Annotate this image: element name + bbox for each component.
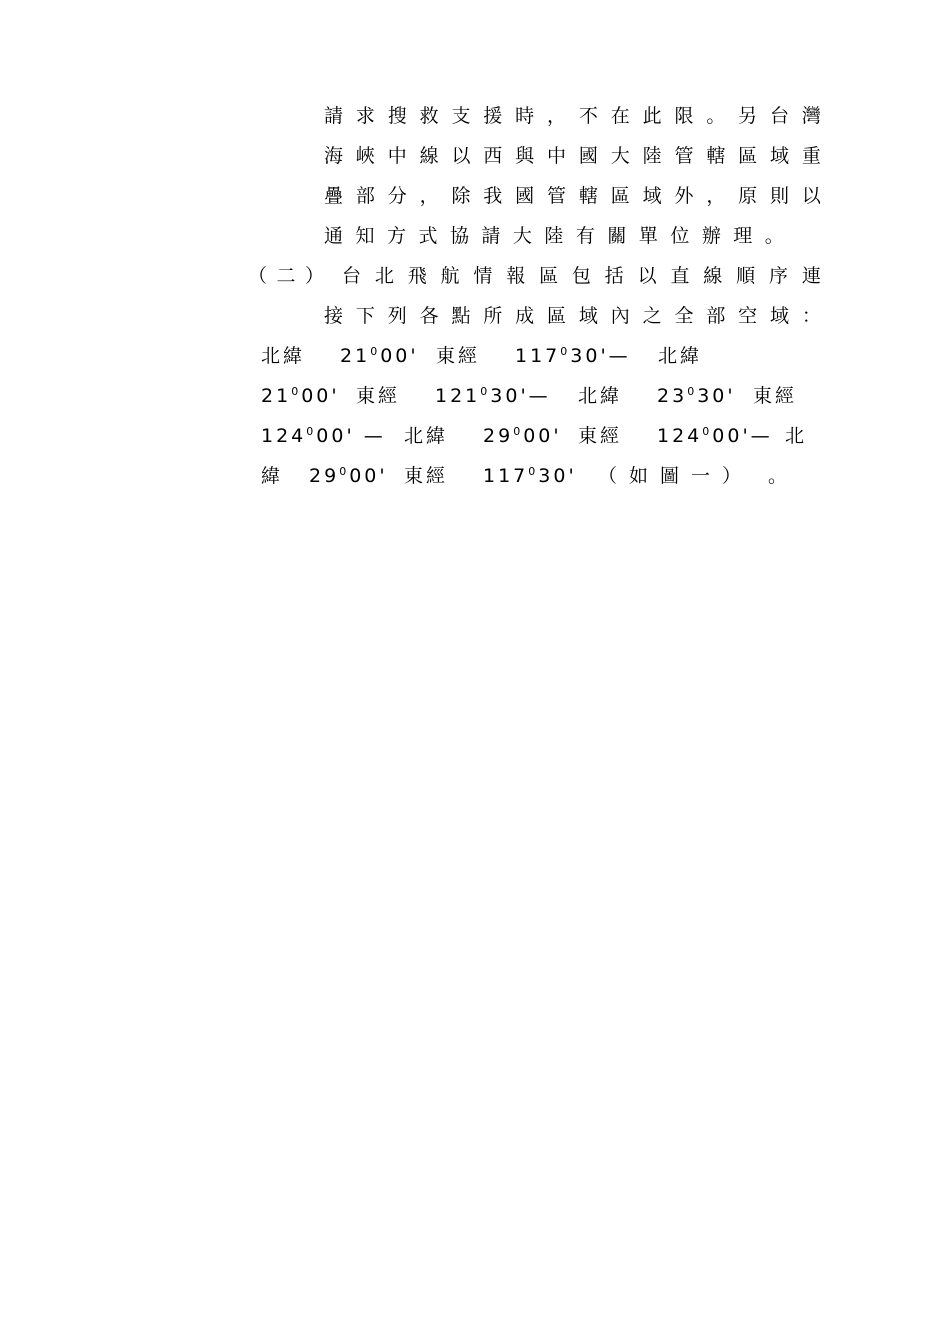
latitude-label: 北緯 — [658, 345, 703, 367]
text-character: 順 — [736, 265, 756, 287]
text-character: 列 — [387, 305, 407, 327]
paragraph-line — [324, 143, 821, 169]
text-character: 全 — [674, 305, 694, 327]
text-character: 接 — [324, 305, 344, 327]
list-item-line — [324, 303, 821, 329]
text-character: 台 — [342, 265, 362, 287]
text-character: 以 — [801, 185, 821, 207]
text-character: 線 — [703, 265, 723, 287]
list-item-marker — [248, 263, 324, 289]
latitude-label: 北緯 — [578, 385, 623, 407]
text-character: 之 — [642, 305, 662, 327]
text-character: ： — [801, 305, 821, 327]
text-character: 台 — [770, 105, 790, 127]
sentence-period: 。 — [768, 465, 791, 487]
text-character: 外 — [674, 185, 694, 207]
text-character: 轄 — [578, 185, 598, 207]
text-character: 大 — [512, 225, 532, 247]
text-character: 序 — [768, 265, 788, 287]
text-character: 支 — [451, 105, 471, 127]
text-character: 搜 — [387, 105, 407, 127]
text-character: 不 — [578, 105, 598, 127]
latitude-label: 緯 — [261, 465, 284, 487]
longitude-label: 東經 — [404, 465, 449, 487]
longitude-value: $117^030'—$ — [515, 345, 631, 367]
text-character: 報 — [506, 265, 526, 287]
text-character: 國 — [578, 145, 598, 167]
text-character: 直 — [670, 265, 690, 287]
text-character: 管 — [547, 185, 567, 207]
text-character: 灣 — [801, 105, 821, 127]
text-character: 另 — [738, 105, 758, 127]
longitude-value: $124^000'—$ — [657, 425, 773, 447]
longitude-value: $124^000'$ — — [261, 425, 386, 447]
text-character: 與 — [515, 145, 535, 167]
latitude-label: 北 — [785, 425, 808, 447]
coordinate-line — [0, 383, 950, 409]
text-character: 知 — [355, 225, 375, 247]
text-character: 此 — [642, 105, 662, 127]
longitude-label: 東經 — [753, 385, 798, 407]
figure-reference: （如圖一） — [598, 465, 754, 487]
text-character: 國 — [515, 185, 535, 207]
text-character: 各 — [419, 305, 439, 327]
text-character: 域 — [642, 185, 662, 207]
text-character: 方 — [386, 225, 406, 247]
text-character: 協 — [449, 225, 469, 247]
text-character: 區 — [610, 185, 630, 207]
text-character: 區 — [547, 305, 567, 327]
text-character: 原 — [738, 185, 758, 207]
text-character: 我 — [483, 185, 503, 207]
text-character: 分 — [387, 185, 407, 207]
text-character: 式 — [418, 225, 438, 247]
text-character: 域 — [770, 305, 790, 327]
text-character: 時 — [515, 105, 535, 127]
text-character: 在 — [610, 105, 630, 127]
text-character: 以 — [451, 145, 471, 167]
text-character: 域 — [770, 145, 790, 167]
coordinate-line — [0, 343, 950, 369]
text-character: 點 — [451, 305, 471, 327]
text-character: 位 — [670, 225, 690, 247]
longitude-value: $121^030'—$ — [435, 385, 551, 407]
latitude-value: $23^030'$ — [657, 385, 736, 407]
text-character: 中 — [387, 145, 407, 167]
text-character: 峽 — [355, 145, 375, 167]
text-character: 重 — [801, 145, 821, 167]
text-character: 關 — [607, 225, 627, 247]
text-character: 管 — [674, 145, 694, 167]
coordinate-line — [0, 423, 950, 449]
text-character: 區 — [539, 265, 559, 287]
latitude-label: 北緯 — [404, 425, 449, 447]
text-character: 疊 — [324, 185, 344, 207]
text-character: 海 — [324, 145, 344, 167]
text-character: 北 — [374, 265, 394, 287]
text-character: 域 — [578, 305, 598, 327]
text-character: 求 — [355, 105, 375, 127]
text-character: 下 — [355, 305, 375, 327]
longitude-value: $117^030'$ — [483, 465, 577, 487]
text-character: 區 — [738, 145, 758, 167]
text-character: 通 — [324, 225, 344, 247]
text-character: 限 — [674, 105, 694, 127]
text-character: 陸 — [642, 145, 662, 167]
text-character: ， — [706, 185, 726, 207]
text-character: 援 — [483, 105, 503, 127]
text-character: 包 — [571, 265, 591, 287]
longitude-label: 東經 — [578, 425, 623, 447]
text-character: 二 — [276, 265, 296, 287]
paragraph-line — [324, 223, 784, 249]
text-character: 。 — [706, 105, 726, 127]
text-character: 以 — [637, 265, 657, 287]
text-character: 轄 — [706, 145, 726, 167]
text-character: 內 — [610, 305, 630, 327]
text-character: 除 — [451, 185, 471, 207]
longitude-label: 東經 — [436, 345, 481, 367]
text-character: 部 — [355, 185, 375, 207]
text-character: 成 — [515, 305, 535, 327]
coordinate-line — [0, 463, 950, 489]
text-character: 請 — [324, 105, 344, 127]
text-character: 所 — [483, 305, 503, 327]
text-character: 有 — [575, 225, 595, 247]
longitude-label: 東經 — [356, 385, 401, 407]
text-character: 救 — [419, 105, 439, 127]
text-character: ） — [304, 265, 324, 287]
list-item-line — [342, 263, 821, 289]
text-character: 括 — [604, 265, 624, 287]
text-character: 情 — [473, 265, 493, 287]
text-character: 部 — [706, 305, 726, 327]
text-character: 航 — [440, 265, 460, 287]
latitude-value: $21^000'$ — [261, 385, 340, 407]
text-character: 。 — [764, 225, 784, 247]
text-character: ， — [547, 105, 567, 127]
text-character: 空 — [738, 305, 758, 327]
text-character: 線 — [419, 145, 439, 167]
text-character: 理 — [733, 225, 753, 247]
text-character: 中 — [547, 145, 567, 167]
text-character: 則 — [770, 185, 790, 207]
paragraph-line — [324, 183, 821, 209]
text-character: 單 — [638, 225, 658, 247]
latitude-value: $29^000'$ — [483, 425, 562, 447]
text-character: 大 — [610, 145, 630, 167]
text-character: 辦 — [701, 225, 721, 247]
latitude-value: $21^000'$ — [340, 345, 419, 367]
text-character: 請 — [481, 225, 501, 247]
latitude-value: $29^000'$ — [309, 465, 388, 487]
latitude-label: 北緯 — [261, 345, 306, 367]
text-character: 西 — [483, 145, 503, 167]
text-character: 連 — [801, 265, 821, 287]
paragraph-line — [324, 103, 821, 129]
text-character: 陸 — [544, 225, 564, 247]
text-character: 飛 — [407, 265, 427, 287]
text-character: ， — [419, 185, 439, 207]
text-character: （ — [248, 265, 268, 287]
